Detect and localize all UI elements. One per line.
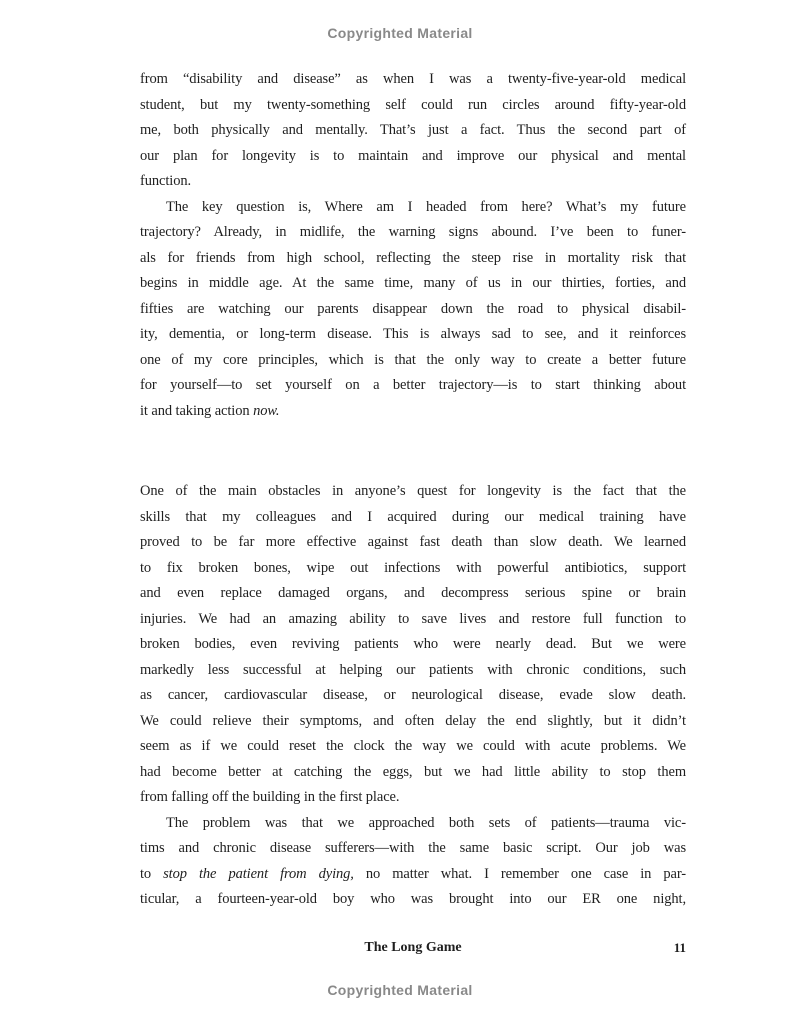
text-line: skills that my colleagues and I acquired during our medical training have	[140, 508, 686, 525]
copyright-banner-bottom: Copyrighted Material	[327, 982, 473, 998]
text-line: fifties are watching our parents disappear down the road to physical disabil-	[140, 300, 686, 317]
text-line: for yourself—to set yourself on a better trajectory—is to start thinking about	[140, 377, 686, 393]
text-line: it and taking action now.	[140, 402, 280, 419]
text-line: function.	[140, 173, 192, 189]
page-footer	[140, 938, 686, 958]
text-line: seem as if we could reset the clock the way we could with acute problems. We	[140, 738, 686, 754]
text-line: markedly less successful at helping our patients with chronic conditions, such	[140, 661, 686, 678]
text-line: The problem was that we approached both sets of patients—trauma vic-	[166, 814, 686, 831]
text-line: to stop the patient from dying, no matter what. I remember one case in par-	[140, 865, 686, 882]
text-line: ity, dementia, or long-term disease. This is always sad to see, and it reinforces	[140, 326, 686, 342]
text-line: injuries. We had an amazing ability to save lives and restore full function to	[140, 610, 686, 627]
text-line: from “disability and disease” as when I was a twenty-five-year-old medical	[140, 71, 686, 87]
text-line: me, both physically and mentally. That’s just a fact. Thus the second part of	[140, 122, 686, 138]
text-line: broken bodies, even reviving patients who were nearly dead. But we were	[140, 636, 686, 652]
paragraph	[140, 479, 686, 811]
body-text	[140, 67, 686, 913]
page-number: 11	[673, 940, 686, 955]
text-line: trajectory? Already, in midlife, the warning signs abound. I’ve been to funer-	[140, 224, 686, 240]
text-line: our plan for longevity is to maintain and improve our physical and mental	[140, 147, 686, 164]
text-line: student, but my twenty-something self could run circles around fifty-year-old	[140, 96, 686, 113]
text-line: We could relieve their symptoms, and often delay the end slightly, but it didn’t	[140, 712, 686, 729]
text-line: One of the main obstacles in anyone’s quest for longevity is the fact that the	[140, 483, 686, 499]
paragraph	[140, 67, 686, 195]
text-line: als for friends from high school, reflecting the steep rise in mortality risk that	[140, 249, 686, 266]
paragraph	[140, 811, 686, 913]
copyright-banner-top: Copyrighted Material	[327, 25, 473, 41]
text-line: to fix broken bones, wipe out infections with powerful antibiotics, support	[140, 559, 686, 576]
text-line: proved to be far more effective against fast death than slow death. We learned	[140, 534, 686, 550]
text-line: begins in middle age. At the same time, many of us in our thirties, forties, and	[140, 275, 686, 291]
text-line: one of my core principles, which is that the only way to create a better future	[140, 351, 686, 368]
paragraph	[140, 195, 686, 425]
text-line: from falling off the building in the first place.	[140, 789, 400, 805]
text-line: The key question is, Where am I headed from here? What’s my future	[166, 198, 686, 215]
text-line: ticular, a fourteen-year-old boy who was brought into our ER one night,	[140, 891, 686, 907]
text-line: as cancer, cardiovascular disease, or neurological disease, evade slow death.	[140, 687, 686, 703]
text-line: and even replace damaged organs, and decompress serious spine or brain	[140, 585, 686, 601]
running-title: The Long Game	[364, 940, 462, 955]
text-line: tims and chronic disease sufferers—with the same basic script. Our job was	[140, 840, 686, 856]
text-line: had become better at catching the eggs, but we had little ability to stop them	[140, 763, 686, 780]
